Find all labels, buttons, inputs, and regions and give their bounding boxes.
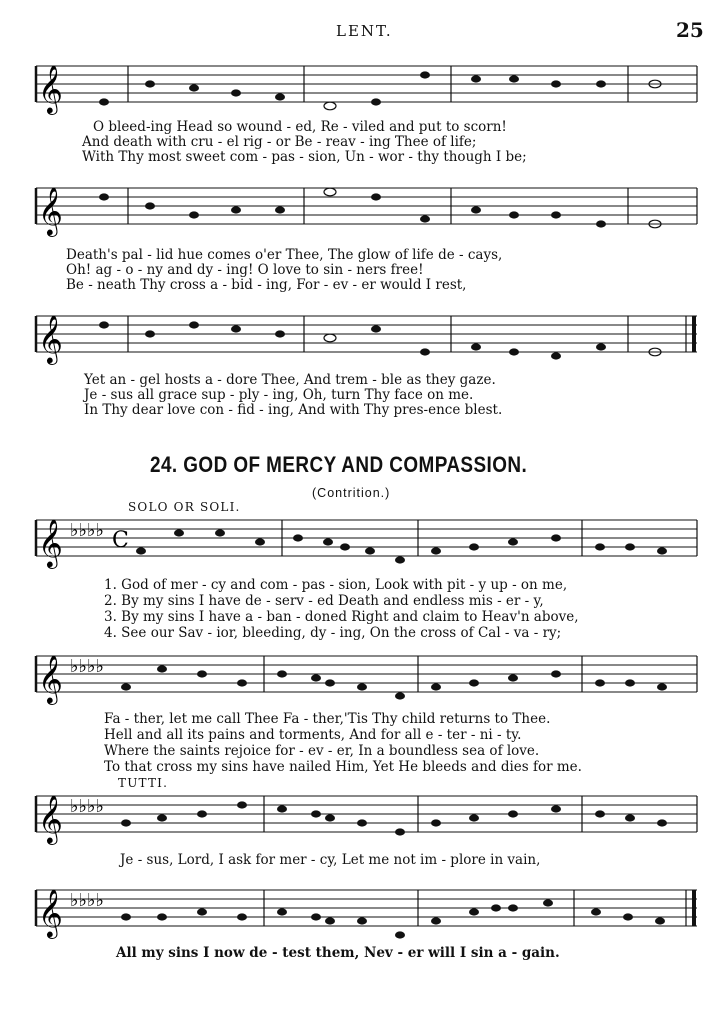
lyric-line: Be - neath Thy cross a - bid - ing, For - ev - er would I rest, xyxy=(66,277,467,293)
section-title: LENT. xyxy=(336,22,393,40)
lyric-line: 4. See our Sav - ior, bleeding, dy - ing, On the cross of Cal - va - ry; xyxy=(104,625,562,641)
lyric-line: With Thy most sweet com - pas - sion, Un - wor - thy though I be; xyxy=(82,149,527,165)
hymn-title: 24. GOD OF MERCY AND COMPASSION. xyxy=(150,452,528,477)
treble-clef-icon: 𝄞 xyxy=(38,64,63,113)
common-time-icon: C xyxy=(112,528,129,553)
music-staff-system-1 xyxy=(0,56,725,126)
treble-clef-icon: 𝄞 xyxy=(38,888,63,937)
treble-clef-icon: 𝄞 xyxy=(38,186,63,235)
lyric-line: O bleed-ing Head so wound - ed, Re - viled and put to scorn! xyxy=(93,119,507,135)
treble-clef-icon: 𝄞 xyxy=(38,794,63,843)
treble-clef-icon: 𝄞 xyxy=(38,518,63,567)
flat-icon: ♭♭♭♭ xyxy=(70,656,104,677)
lyric-line: In Thy dear love con - fid - ing, And with Thy pres-ence blest. xyxy=(84,402,503,418)
lyric-line: Oh! ag - o - ny and dy - ing! O love to sin - ners free! xyxy=(66,262,424,278)
lyric-line: To that cross my sins have nailed Him, Yet He bleeds and dies for me. xyxy=(104,759,582,775)
music-staff-hymn24-1 xyxy=(0,510,725,580)
lyric-line: Fa - ther, let me call Thee Fa - ther,'Tis Thy child returns to Thee. xyxy=(104,711,551,727)
lyric-line: Yet an - gel hosts a - dore Thee, And trem - ble as they gaze. xyxy=(84,372,496,388)
lyric-line: 1. God of mer - cy and com - pas - sion, Look with pit - y up - on me, xyxy=(104,577,568,593)
solo-label: SOLO OR SOLI. xyxy=(128,500,241,514)
lyric-line: Hell and all its pains and torments, And for all e - ter - ni - ty. xyxy=(104,727,522,743)
flat-icon: ♭♭♭♭ xyxy=(70,796,104,817)
music-staff-system-3 xyxy=(0,306,725,376)
lyric-line: 3. By my sins I have a - ban - doned Right and claim to Heav'n above, xyxy=(104,609,579,625)
lyric-line: Death's pal - lid hue comes o'er Thee, The glow of life de - cays, xyxy=(66,247,503,263)
page-number: 25 xyxy=(676,18,704,42)
lyric-line: Je - sus all grace sup - ply - ing, Oh, turn Thy face on me. xyxy=(84,387,474,403)
flat-icon: ♭♭♭♭ xyxy=(70,890,104,911)
hymn-subtitle: (Contrition.) xyxy=(312,486,391,500)
music-staff-hymn24-4 xyxy=(0,880,725,950)
treble-clef-icon: 𝄞 xyxy=(38,654,63,703)
lyric-line: And death with cru - el rig - or Be - reav - ing Thee of life; xyxy=(82,134,477,150)
tutti-label: TUTTI. xyxy=(118,776,169,790)
lyric-line: Je - sus, Lord, I ask for mer - cy, Let me not im - plore in vain, xyxy=(120,852,541,868)
lyric-line: All my sins I now de - test them, Nev - er will I sin a - gain. xyxy=(116,945,560,961)
music-staff-system-2 xyxy=(0,178,725,248)
lyric-line: 2. By my sins I have de - serv - ed Death and endless mis - er - y, xyxy=(104,593,544,609)
treble-clef-icon: 𝄞 xyxy=(38,314,63,363)
music-staff-hymn24-2 xyxy=(0,646,725,716)
flat-icon: ♭♭♭♭ xyxy=(70,520,104,541)
music-staff-hymn24-3 xyxy=(0,786,725,856)
lyric-line: Where the saints rejoice for - ev - er, In a boundless sea of love. xyxy=(104,743,540,759)
